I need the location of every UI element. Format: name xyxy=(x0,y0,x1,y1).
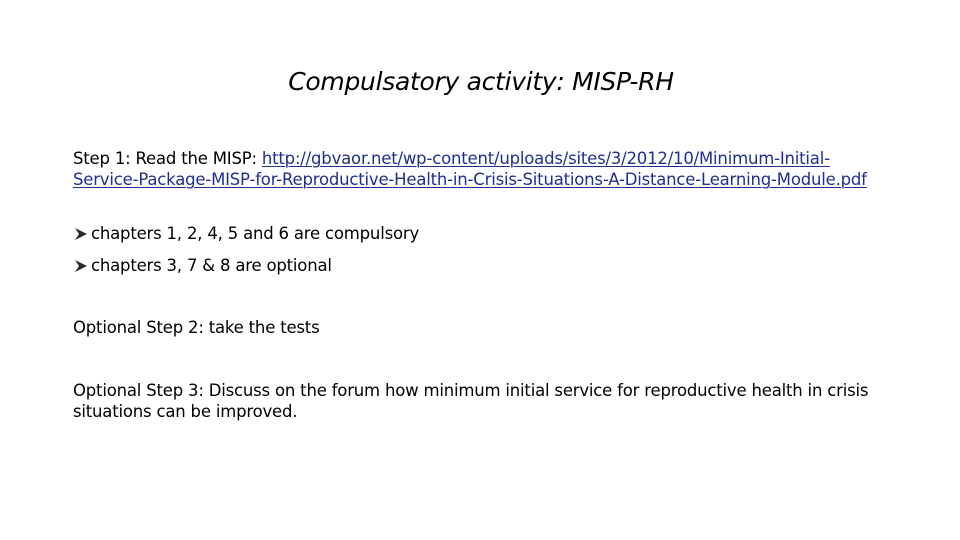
slide-title: Compulsatory activity: MISP-RH xyxy=(288,67,674,96)
misp-module-link[interactable]: http://gbvaor.net/wp-content/uploads/sites/3/2012/10/Minimum-Initial-Service-Package-MISP-for-Reproductive-Health-in-Crisis-Situations-A-Distance-Learning-Module.pdf xyxy=(73,149,867,189)
step-1-prefix: Step 1: Read the MISP: xyxy=(73,149,262,168)
step-1-paragraph xyxy=(73,148,893,190)
bullet-item-optional xyxy=(73,255,332,276)
arrow-bullet-icon xyxy=(73,226,89,242)
step-3-paragraph: Optional Step 3: Discuss on the forum how minimum initial service for reproductive health in crisis situations can be improved. xyxy=(73,381,869,421)
bullet-item-compulsory xyxy=(73,223,419,244)
step-2-paragraph: Optional Step 2: take the tests xyxy=(73,318,320,337)
arrow-bullet-icon xyxy=(73,258,89,274)
bullet-text: chapters 3, 7 & 8 are optional xyxy=(91,256,332,275)
bullet-text: chapters 1, 2, 4, 5 and 6 are compulsory xyxy=(91,224,420,243)
